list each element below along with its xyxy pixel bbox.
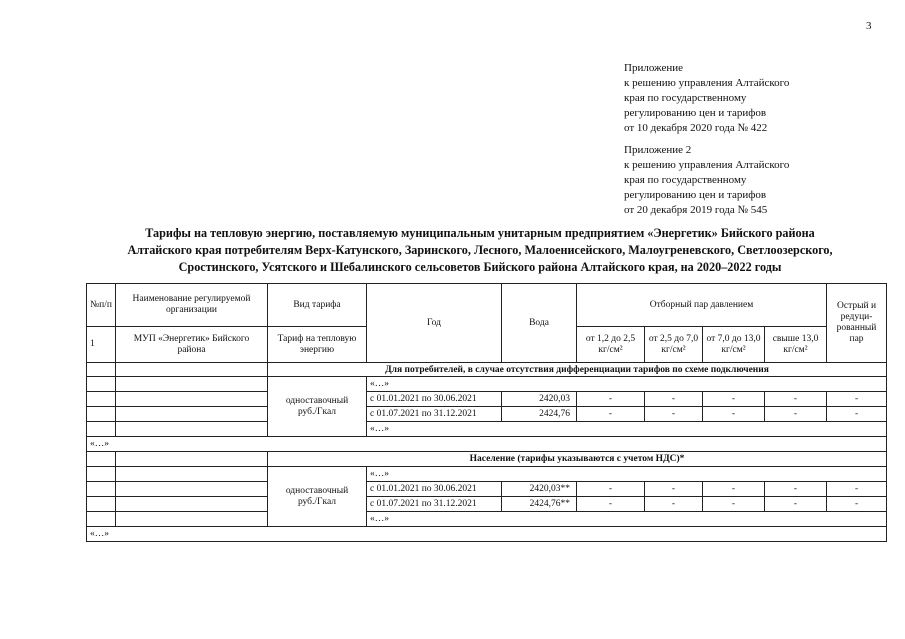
period-cell: с 01.07.2021 по 31.12.2021 [367, 407, 502, 422]
water-value: 2420,03** [502, 482, 577, 497]
ellipsis-cell: «…» [367, 377, 887, 392]
steam-4-value: - [765, 482, 827, 497]
header-year: Год [367, 284, 502, 363]
water-value: 2424,76 [502, 407, 577, 422]
steam-4-value: - [765, 407, 827, 422]
steam-1-value: - [577, 392, 645, 407]
tariff-label-cell [268, 377, 367, 437]
org-num: 1 [87, 327, 116, 363]
annex-line: от 20 декабря 2019 года № 545 [624, 204, 768, 216]
sharp-steam-value: - [827, 482, 887, 497]
org-tariff-type: Тариф на тепловую энергию [268, 327, 367, 363]
steam-3-value: - [703, 482, 765, 497]
annex-line: Приложение [624, 62, 684, 74]
sharp-steam-value: - [827, 392, 887, 407]
steam-3-value: - [703, 392, 765, 407]
table-row [87, 407, 887, 422]
tariff-unit: руб./Гкал [297, 406, 337, 417]
tariff-label: одноставочный [285, 485, 349, 496]
steam-1-value: - [577, 497, 645, 512]
sharp-steam-value: - [827, 407, 887, 422]
header-steam: Отборный пар давлением [577, 284, 827, 327]
header-water: Вода [502, 284, 577, 363]
header-steam-3: от 7,0 до 13,0 кг/см² [703, 327, 765, 363]
annex-line: регулированию цен и тарифов [624, 107, 767, 119]
section-title: Для потребителей, в случае отсутствия дифференциации тарифов по схеме подключения [268, 363, 887, 377]
title-line: Тарифы на тепловую энергию, поставляемую муниципальным унитарным предприятием «Энергетик» Бийского района [145, 226, 815, 240]
page-number: 3 [866, 20, 872, 32]
steam-3-value: - [703, 407, 765, 422]
steam-4-value: - [765, 497, 827, 512]
steam-2-value: - [645, 407, 703, 422]
tariff-label-cell [268, 467, 367, 527]
document-title [60, 225, 900, 276]
ellipsis-cell: «…» [367, 422, 887, 437]
header-steam-1: от 1,2 до 2,5 кг/см² [577, 327, 645, 363]
ellipsis-cell: «…» [367, 512, 887, 527]
period-cell: с 01.07.2021 по 31.12.2021 [367, 497, 502, 512]
tariff-label: одноставочный [285, 395, 349, 406]
title-line: Алтайского края потребителям Верх-Катунского, Заринского, Лесного, Малоенисейского, Малоугреневского, Светлоозерского, [127, 243, 833, 257]
steam-4-value: - [765, 392, 827, 407]
steam-2-value: - [645, 497, 703, 512]
ellipsis-row: «…» [87, 437, 887, 452]
water-value: 2420,03 [502, 392, 577, 407]
org-name: МУП «Энергетик» Бийского района [116, 327, 268, 363]
section-title: Население (тарифы указываются с учетом НДС)* [268, 452, 887, 467]
steam-2-value: - [645, 482, 703, 497]
header-steam-4: свыше 13,0 кг/см² [765, 327, 827, 363]
water-value: 2424,76** [502, 497, 577, 512]
annex-line: Приложение 2 [624, 144, 692, 156]
tariff-table [86, 283, 887, 542]
sharp-steam-value: - [827, 497, 887, 512]
steam-1-value: - [577, 482, 645, 497]
steam-2-value: - [645, 392, 703, 407]
steam-1-value: - [577, 407, 645, 422]
annex-line: края по государственному [624, 174, 747, 186]
steam-3-value: - [703, 497, 765, 512]
annex-original-block [624, 143, 789, 218]
title-line: Сростинского, Усятского и Шебалинского сельсоветов Бийского района Алтайского края, на 2020–2022 годы [178, 260, 782, 274]
annex-line: от 10 декабря 2020 года № 422 [624, 122, 768, 134]
annex-current-block [624, 61, 789, 136]
ellipsis-row: «…» [87, 527, 887, 542]
table-row [87, 482, 887, 497]
annex-line: края по государственному [624, 92, 747, 104]
annex-line: регулированию цен и тарифов [624, 189, 767, 201]
header-steam-2: от 2,5 до 7,0 кг/см² [645, 327, 703, 363]
header-org: Наименование регулируемой организации [116, 284, 268, 327]
annex-line: к решению управления Алтайского [624, 77, 790, 89]
tariff-unit: руб./Гкал [297, 496, 337, 507]
header-num: №п/п [87, 284, 116, 327]
header-sharp-steam: Острый и редуци-рованный пар [827, 284, 887, 363]
header-tariff-type: Вид тарифа [268, 284, 367, 327]
ellipsis-cell: «…» [367, 467, 887, 482]
period-cell: с 01.01.2021 по 30.06.2021 [367, 392, 502, 407]
annex-line: к решению управления Алтайского [624, 159, 790, 171]
table-row [87, 497, 887, 512]
table-row [87, 392, 887, 407]
period-cell: с 01.01.2021 по 30.06.2021 [367, 482, 502, 497]
